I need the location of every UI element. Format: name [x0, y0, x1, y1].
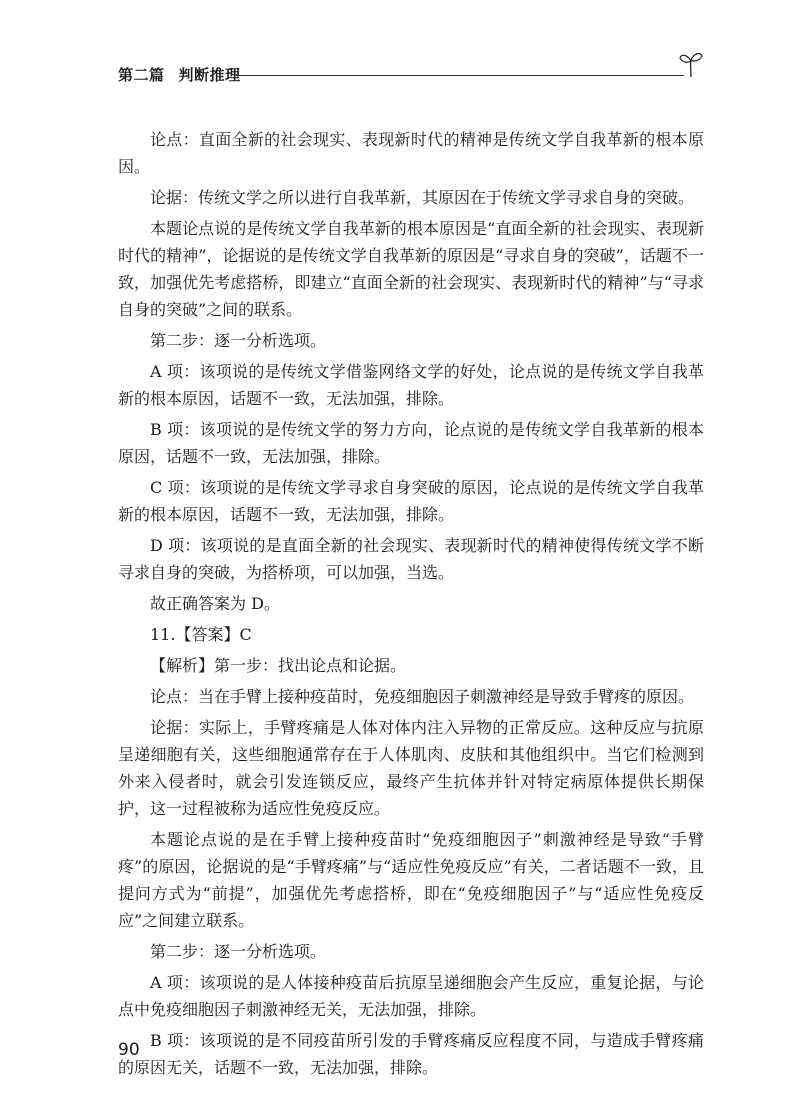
page-number: 90 — [118, 1040, 140, 1060]
paragraph: D 项：该项说的是直面全新的社会现实、表现新时代的精神使得传统文学不断寻求自身的突破，为搭桥项，可以加强，当选。 — [118, 536, 704, 582]
header-title — [118, 64, 241, 85]
paragraph: 论点：当在手臂上接种疫苗时，免疫细胞因子刺激神经是导致手臂疼的原因。 — [150, 687, 695, 706]
paragraph: A 项：该项说的是传统文学借鉴网络文学的好处，论点说的是传统文学自我革新的根本原因，话题不一致，无法加强，排除。 — [118, 362, 704, 408]
answer-heading: 11.【答案】C — [150, 625, 252, 644]
paragraph: C 项：该项说的是传统文学寻求自身突破的原因，论点说的是传统文学自我革新的根本原因，话题不一致，无法加强，排除。 — [118, 478, 704, 524]
page-body — [118, 126, 704, 1081]
header-part: 第二篇 — [118, 66, 165, 84]
paragraph: 论据：实际上，手臂疼痛是人体对体内注入异物的正常反应。这种反应与抗原呈递细胞有关，这些细胞通常存在于人体肌肉、皮肤和其他组织中。当它们检测到外来入侵者时，就会引发连锁反应，最终产生抗体并针对特定病原体提供长期保护，这一过程被称为适应性免疫反应。 — [118, 718, 704, 818]
paragraph: 论点：直面全新的社会现实、表现新时代的精神是传统文学自我革新的根本原因。 — [118, 130, 704, 176]
header-rule — [236, 75, 684, 76]
sprout-icon — [678, 48, 704, 78]
paragraph: A 项：该项说的是人体接种疫苗后抗原呈递细胞会产生反应，重复论据，与论点中免疫细胞因子刺激神经无关，无法加强，排除。 — [118, 973, 704, 1019]
analysis-heading: 【解析】第一步：找出论点和论据。 — [150, 656, 407, 675]
paragraph: 本题论点说的是在手臂上接种疫苗时“免疫细胞因子”刺激神经是导致“手臂疼”的原因，论据说的是“手臂疼痛”与“适应性免疫反应”有关，二者话题不一致，且提问方式为“前提”，加强优先考虑搭桥，即在“免疫细胞因子”与“适应性免疫反应”之间建立联系。 — [118, 830, 704, 930]
paragraph: B 项：该项说的是不同疫苗所引发的手臂疼痛反应程度不同，与造成手臂疼痛的原因无关，话题不一致，无法加强，排除。 — [118, 1031, 704, 1077]
paragraph: 论据：传统文学之所以进行自我革新，其原因在于传统文学寻求自身的突破。 — [150, 188, 695, 207]
paragraph: 第二步：逐一分析选项。 — [150, 331, 327, 350]
paragraph: 故正确答案为 D。 — [150, 594, 280, 613]
paragraph: 第二步：逐一分析选项。 — [150, 942, 327, 961]
header-section: 判断推理 — [178, 66, 241, 84]
paragraph: 本题论点说的是传统文学自我革新的根本原因是“直面全新的社会现实、表现新时代的精神”，论据说的是传统文学自我革新的原因是“寻求自身的突破”，话题不一致，加强优先考虑搭桥，即建立“直面全新的社会现实、表现新时代的精神”与“寻求自身的突破”之间的联系。 — [118, 219, 704, 319]
paragraph: B 项：该项说的是传统文学的努力方向，论点说的是传统文学自我革新的根本原因，话题不一致，无法加强，排除。 — [118, 420, 704, 466]
running-header — [118, 60, 704, 88]
